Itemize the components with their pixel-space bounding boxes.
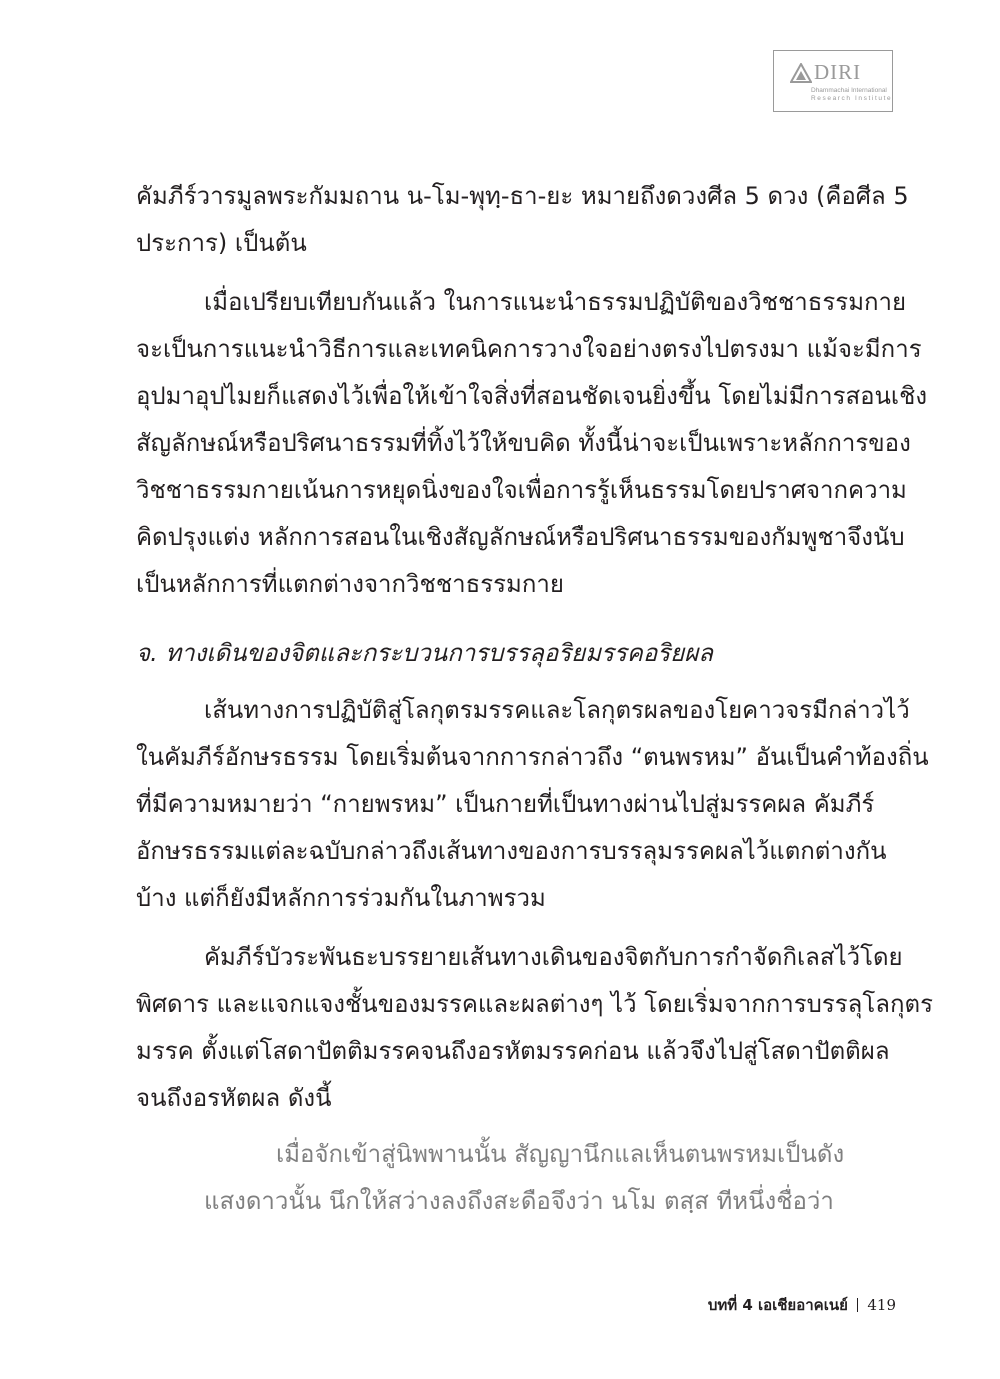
page-footer	[708, 1293, 896, 1317]
paragraph-line: บ้าง แต่ก็ยังมีหลักการร่วมกันในภาพรวม	[136, 884, 546, 912]
paragraph-line: คัมภีร์บัวระพันธะบรรยายเส้นทางเดินของจิตกับการกำจัดกิเลสไว้โดย	[204, 943, 903, 971]
paragraph-line: เป็นหลักการที่แตกต่างจากวิชชาธรรมกาย	[136, 570, 564, 598]
chapter-title: บทที่ 4 เอเชียอาคเนย์	[707, 1296, 848, 1314]
paragraph-line: เส้นทางการปฏิบัติสู่โลกุตรมรรคและโลกุตรผลของโยคาวจรมีกล่าวไว้	[204, 696, 910, 724]
section-heading: จ. ทางเดินของจิตและกระบวนการบรรลุอริยมรรคอริยผล	[136, 639, 713, 667]
paragraph-line: เมื่อเปรียบเทียบกันแล้ว ในการแนะนำธรรมปฏิบัติของวิชชาธรรมกาย	[204, 288, 907, 316]
quote-line: แสงดาวนั้น นึกให้สว่างลงถึงสะดือจึงว่า นโม ตสฺส ทีหนึ่งชื่อว่า	[204, 1187, 834, 1215]
paragraph-line: อุปมาอุปไมยก็แสดงไว้เพื่อให้เข้าใจสิ่งที่สอนชัดเจนยิ่งขึ้น โดยไม่มีการสอนเชิง	[136, 382, 928, 410]
paragraph-line: คัมภีร์วารมูลพระกัมมถาน น-โม-พุทฺ-ธา-ยะ หมายถึงดวงศีล 5 ดวง (คือศีล 5	[136, 182, 909, 210]
footer-divider	[857, 1298, 859, 1312]
page-number: 419	[867, 1296, 896, 1314]
quote-line: เมื่อจักเข้าสู่นิพพานนั้น สัญญานึกแลเห็นตนพรหมเป็นดัง	[276, 1140, 845, 1168]
paragraph-line: อักษรธรรมแต่ละฉบับกล่าวถึงเส้นทางของการบรรลุมรรคผลไว้แตกต่างกัน	[136, 837, 887, 865]
paragraph-line: ในคัมภีร์อักษรธรรม โดยเริ่มต้นจากการกล่าวถึง “ตนพรหม” อันเป็นคำท้องถิ่น	[136, 743, 929, 771]
paragraph-line: จะเป็นการแนะนำวิธีการและเทคนิคการวางใจอย่างตรงไปตรงมา แม้จะมีการ	[136, 335, 922, 363]
paragraph-line: วิชชาธรรมกายเน้นการหยุดนิ่งของใจเพื่อการรู้เห็นธรรมโดยปราศจากความ	[136, 476, 907, 504]
paragraph-line: คิดปรุงแต่ง หลักการสอนในเชิงสัญลักษณ์หรือปริศนาธรรมของกัมพูชาจึงนับ	[136, 523, 905, 551]
logo-subtitle-1: Dhammachai International	[811, 87, 887, 94]
paragraph-line: มรรค ตั้งแต่โสดาปัตติมรรคจนถึงอรหัตมรรคก่อน แล้วจึงไปสู่โสดาปัตติผล	[136, 1037, 890, 1065]
logo-subtitle-2: Research Institute	[811, 95, 893, 102]
paragraph-line: จนถึงอรหัตผล ดังนี้	[136, 1084, 332, 1112]
paragraph-line: ประการ) เป็นต้น	[136, 229, 307, 257]
logo-name: DIRI	[814, 60, 862, 84]
institute-logo	[773, 50, 893, 112]
paragraph-line: ที่มีความหมายว่า “กายพรหม” เป็นกายที่เป็นทางผ่านไปสู่มรรคผล คัมภีร์	[136, 790, 875, 818]
paragraph-line: พิศดาร และแจกแจงชั้นของมรรคและผลต่างๆ ไว้ โดยเริ่มจากการบรรลุโลกุตร	[136, 990, 933, 1018]
triangle-logo-icon	[790, 63, 812, 83]
paragraph-line: สัญลักษณ์หรือปริศนาธรรมที่ทิ้งไว้ให้ขบคิด ทั้งนี้น่าจะเป็นเพราะหลักการของ	[136, 429, 911, 457]
